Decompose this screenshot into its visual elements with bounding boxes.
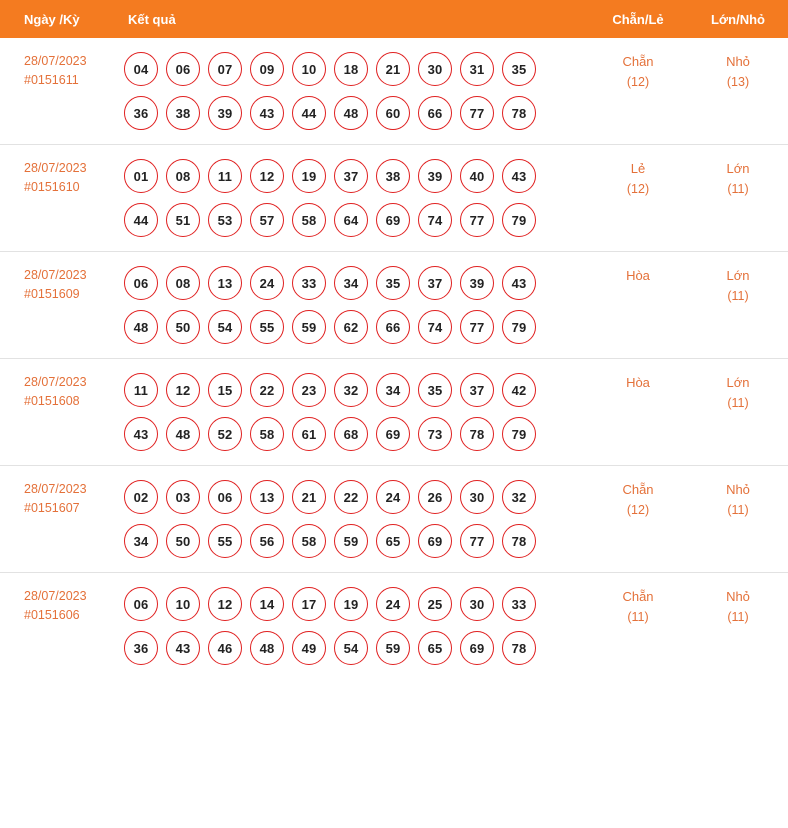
number-ball: 30	[460, 480, 494, 514]
number-ball: 50	[166, 310, 200, 344]
number-ball: 54	[208, 310, 242, 344]
parity-cell	[588, 573, 688, 680]
size-cell	[688, 466, 788, 573]
number-ball: 03	[166, 480, 200, 514]
result-numbers-cell	[118, 573, 588, 680]
number-ball: 09	[250, 52, 284, 86]
result-numbers-cell	[118, 359, 588, 466]
number-ball: 42	[502, 373, 536, 407]
number-ball: 43	[124, 417, 158, 451]
parity-count: (12)	[626, 75, 650, 89]
parity-label: Chẵn	[622, 589, 654, 604]
number-ball: 08	[166, 159, 200, 193]
result-date-cell	[0, 466, 118, 573]
result-date: 28/07/2023	[24, 589, 87, 603]
number-ball: 06	[124, 587, 158, 621]
number-ball: 59	[292, 310, 326, 344]
number-ball: 60	[376, 96, 410, 130]
number-ball: 06	[166, 52, 200, 86]
number-ball: 18	[334, 52, 368, 86]
number-ball: 14	[250, 587, 284, 621]
result-numbers-cell	[118, 466, 588, 573]
result-date-cell	[0, 359, 118, 466]
draw-id: #0151611	[24, 73, 79, 87]
number-ball: 48	[166, 417, 200, 451]
ball-row	[124, 203, 584, 237]
number-ball: 74	[418, 203, 452, 237]
result-date: 28/07/2023	[24, 268, 87, 282]
number-ball: 77	[460, 96, 494, 130]
number-ball: 62	[334, 310, 368, 344]
size-count: (11)	[727, 396, 749, 410]
number-ball: 37	[334, 159, 368, 193]
parity-label: Hòa	[626, 268, 650, 283]
number-ball: 31	[460, 52, 494, 86]
number-ball: 77	[460, 203, 494, 237]
size-label: Nhỏ	[726, 54, 750, 69]
number-ball: 74	[418, 310, 452, 344]
number-ball: 35	[418, 373, 452, 407]
draw-id: #0151609	[24, 287, 80, 301]
parity-cell	[588, 252, 688, 359]
number-ball: 37	[460, 373, 494, 407]
number-ball: 06	[208, 480, 242, 514]
number-ball: 44	[292, 96, 326, 130]
size-cell	[688, 38, 788, 145]
number-ball: 58	[250, 417, 284, 451]
number-ball: 34	[334, 266, 368, 300]
result-numbers-cell	[118, 252, 588, 359]
parity-label: Chẵn	[622, 54, 654, 69]
number-ball: 37	[418, 266, 452, 300]
number-ball: 39	[460, 266, 494, 300]
number-ball: 19	[292, 159, 326, 193]
number-ball: 69	[376, 203, 410, 237]
result-date: 28/07/2023	[24, 161, 87, 175]
table-row	[0, 252, 788, 359]
draw-id: #0151607	[24, 501, 80, 515]
table-body	[0, 38, 788, 679]
number-ball: 24	[376, 480, 410, 514]
result-date: 28/07/2023	[24, 375, 87, 389]
number-ball: 39	[208, 96, 242, 130]
number-ball: 48	[250, 631, 284, 665]
header-parity: Chẵn/Lẻ	[588, 0, 688, 38]
number-ball: 64	[334, 203, 368, 237]
parity-cell	[588, 38, 688, 145]
number-ball: 69	[376, 417, 410, 451]
header-size: Lớn/Nhỏ	[688, 0, 788, 38]
ball-row	[124, 310, 584, 344]
number-ball: 59	[334, 524, 368, 558]
draw-id: #0151610	[24, 180, 80, 194]
number-ball: 61	[292, 417, 326, 451]
number-ball: 78	[502, 96, 536, 130]
ball-row	[124, 373, 584, 407]
number-ball: 66	[418, 96, 452, 130]
number-ball: 15	[208, 373, 242, 407]
number-ball: 52	[208, 417, 242, 451]
result-date-cell	[0, 573, 118, 680]
number-ball: 79	[502, 310, 536, 344]
result-numbers-cell	[118, 38, 588, 145]
number-ball: 36	[124, 96, 158, 130]
size-cell	[688, 359, 788, 466]
number-ball: 77	[460, 310, 494, 344]
number-ball: 12	[166, 373, 200, 407]
number-ball: 06	[124, 266, 158, 300]
number-ball: 66	[376, 310, 410, 344]
size-label: Lớn	[726, 268, 750, 283]
table-row	[0, 359, 788, 466]
number-ball: 46	[208, 631, 242, 665]
number-ball: 49	[292, 631, 326, 665]
draw-id: #0151606	[24, 608, 80, 622]
number-ball: 59	[376, 631, 410, 665]
number-ball: 58	[292, 524, 326, 558]
size-label: Nhỏ	[726, 589, 750, 604]
result-date: 28/07/2023	[24, 54, 87, 68]
parity-label: Chẵn	[622, 482, 654, 497]
parity-count: (12)	[626, 182, 650, 196]
size-count: (13)	[726, 75, 750, 89]
number-ball: 32	[502, 480, 536, 514]
number-ball: 19	[334, 587, 368, 621]
number-ball: 56	[250, 524, 284, 558]
number-ball: 78	[502, 631, 536, 665]
number-ball: 34	[376, 373, 410, 407]
size-count: (11)	[727, 182, 749, 196]
draw-id: #0151608	[24, 394, 80, 408]
table-header	[0, 0, 788, 38]
number-ball: 79	[502, 203, 536, 237]
number-ball: 21	[292, 480, 326, 514]
header-date: Ngày /Kỳ	[0, 0, 118, 38]
number-ball: 24	[250, 266, 284, 300]
number-ball: 78	[502, 524, 536, 558]
size-label: Lớn	[726, 375, 750, 390]
number-ball: 22	[250, 373, 284, 407]
number-ball: 08	[166, 266, 200, 300]
parity-label: Lẻ	[630, 161, 646, 176]
number-ball: 32	[334, 373, 368, 407]
number-ball: 50	[166, 524, 200, 558]
number-ball: 55	[208, 524, 242, 558]
number-ball: 54	[334, 631, 368, 665]
number-ball: 43	[502, 159, 536, 193]
size-count: (11)	[727, 289, 749, 303]
number-ball: 65	[418, 631, 452, 665]
ball-row	[124, 631, 584, 665]
number-ball: 73	[418, 417, 452, 451]
number-ball: 36	[124, 631, 158, 665]
number-ball: 43	[250, 96, 284, 130]
number-ball: 30	[460, 587, 494, 621]
ball-row	[124, 524, 584, 558]
table-row	[0, 466, 788, 573]
number-ball: 21	[376, 52, 410, 86]
number-ball: 33	[502, 587, 536, 621]
number-ball: 43	[502, 266, 536, 300]
number-ball: 13	[250, 480, 284, 514]
ball-row	[124, 266, 584, 300]
size-label: Lớn	[726, 161, 750, 176]
size-cell	[688, 145, 788, 252]
number-ball: 48	[124, 310, 158, 344]
number-ball: 65	[376, 524, 410, 558]
number-ball: 58	[292, 203, 326, 237]
ball-row	[124, 480, 584, 514]
number-ball: 53	[208, 203, 242, 237]
size-cell	[688, 573, 788, 680]
parity-cell	[588, 145, 688, 252]
result-date-cell	[0, 252, 118, 359]
number-ball: 13	[208, 266, 242, 300]
number-ball: 55	[250, 310, 284, 344]
number-ball: 38	[166, 96, 200, 130]
number-ball: 79	[502, 417, 536, 451]
number-ball: 48	[334, 96, 368, 130]
result-date-cell	[0, 38, 118, 145]
number-ball: 17	[292, 587, 326, 621]
number-ball: 01	[124, 159, 158, 193]
number-ball: 51	[166, 203, 200, 237]
number-ball: 12	[250, 159, 284, 193]
number-ball: 33	[292, 266, 326, 300]
number-ball: 26	[418, 480, 452, 514]
ball-row	[124, 417, 584, 451]
parity-label: Hòa	[626, 375, 650, 390]
number-ball: 57	[250, 203, 284, 237]
table-row	[0, 573, 788, 680]
size-label: Nhỏ	[726, 482, 750, 497]
number-ball: 35	[376, 266, 410, 300]
number-ball: 04	[124, 52, 158, 86]
result-date: 28/07/2023	[24, 482, 87, 496]
table-row	[0, 38, 788, 145]
number-ball: 78	[460, 417, 494, 451]
ball-row	[124, 96, 584, 130]
number-ball: 44	[124, 203, 158, 237]
number-ball: 22	[334, 480, 368, 514]
number-ball: 25	[418, 587, 452, 621]
size-count: (11)	[727, 503, 749, 517]
number-ball: 69	[418, 524, 452, 558]
number-ball: 77	[460, 524, 494, 558]
number-ball: 02	[124, 480, 158, 514]
number-ball: 68	[334, 417, 368, 451]
header-result: Kết quả	[118, 0, 588, 38]
number-ball: 38	[376, 159, 410, 193]
result-numbers-cell	[118, 145, 588, 252]
number-ball: 10	[292, 52, 326, 86]
number-ball: 07	[208, 52, 242, 86]
ball-row	[124, 52, 584, 86]
parity-count: (11)	[627, 610, 649, 624]
number-ball: 35	[502, 52, 536, 86]
number-ball: 12	[208, 587, 242, 621]
number-ball: 69	[460, 631, 494, 665]
size-cell	[688, 252, 788, 359]
parity-count: (12)	[626, 503, 650, 517]
number-ball: 11	[124, 373, 158, 407]
number-ball: 43	[166, 631, 200, 665]
table-row	[0, 145, 788, 252]
number-ball: 30	[418, 52, 452, 86]
number-ball: 24	[376, 587, 410, 621]
number-ball: 40	[460, 159, 494, 193]
number-ball: 34	[124, 524, 158, 558]
parity-cell	[588, 466, 688, 573]
size-count: (11)	[727, 610, 749, 624]
ball-row	[124, 587, 584, 621]
header-row	[0, 0, 788, 38]
number-ball: 10	[166, 587, 200, 621]
ball-row	[124, 159, 584, 193]
parity-cell	[588, 359, 688, 466]
number-ball: 39	[418, 159, 452, 193]
result-date-cell	[0, 145, 118, 252]
number-ball: 11	[208, 159, 242, 193]
number-ball: 23	[292, 373, 326, 407]
